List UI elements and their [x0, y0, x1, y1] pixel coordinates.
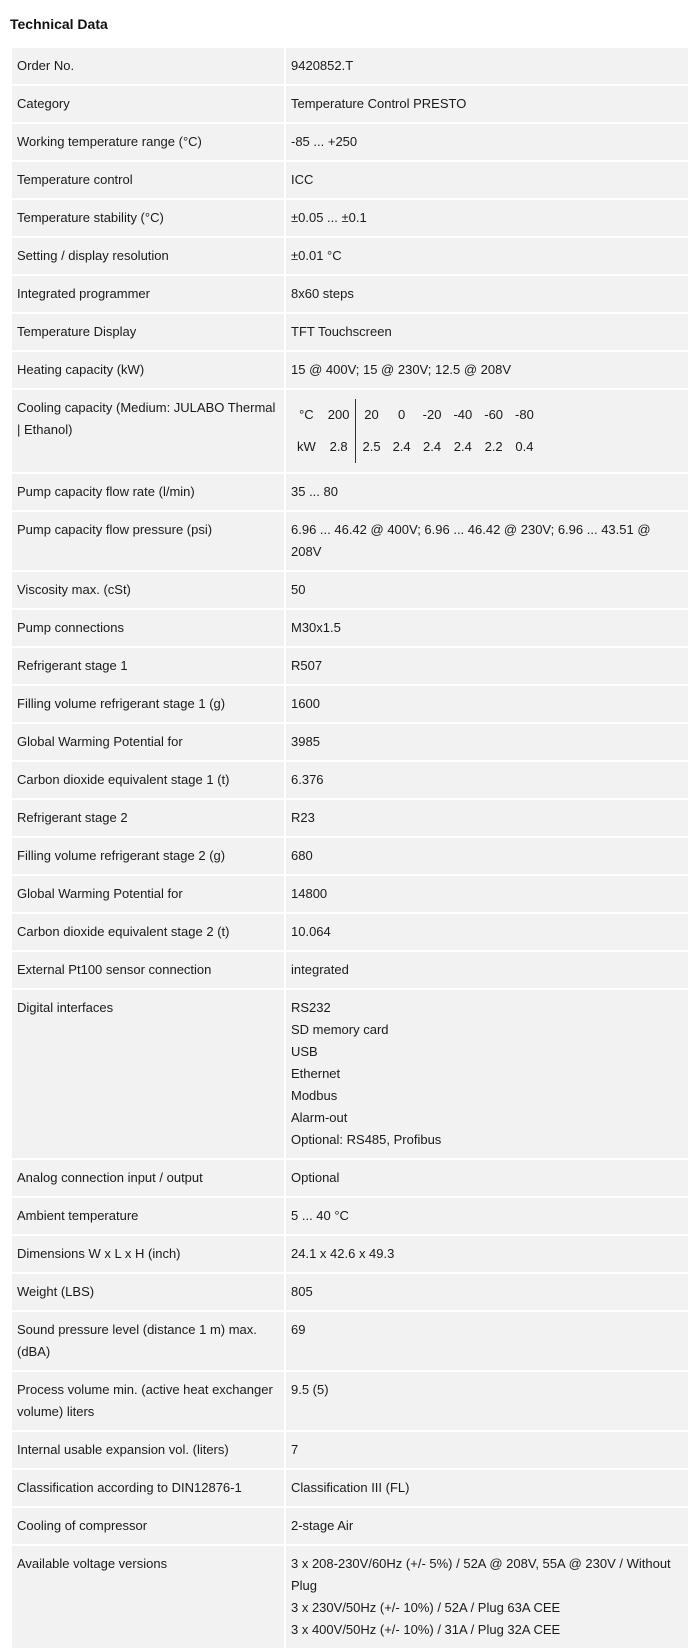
cooling-cell: 20: [356, 399, 387, 431]
table-row: [11, 1507, 689, 1545]
spec-label: Category: [11, 85, 285, 123]
table-row: [11, 47, 689, 85]
spec-value: 69: [285, 1311, 689, 1371]
voltage-item: 3 x 400V/50Hz (+/- 10%) / 31A / Plug 32A CEE: [291, 1622, 561, 1637]
table-row: [11, 473, 689, 511]
spec-label: Cooling capacity (Medium: JULABO Thermal | Ethanol): [11, 389, 285, 473]
table-row: [11, 951, 689, 989]
spec-label: Ambient temperature: [11, 1197, 285, 1235]
table-row: [11, 723, 689, 761]
spec-value: 2-stage Air: [285, 1507, 689, 1545]
spec-label: Heating capacity (kW): [11, 351, 285, 389]
spec-label: Digital interfaces: [11, 989, 285, 1159]
spec-label: Refrigerant stage 1: [11, 647, 285, 685]
table-row: [11, 1431, 689, 1469]
table-row: [11, 875, 689, 913]
spec-value: 24.1 x 42.6 x 49.3: [285, 1235, 689, 1273]
spec-label: Integrated programmer: [11, 275, 285, 313]
cooling-cell: 2.5: [356, 431, 387, 463]
spec-label: Filling volume refrigerant stage 2 (g): [11, 837, 285, 875]
spec-value: 805: [285, 1273, 689, 1311]
spec-value: TFT Touchscreen: [285, 313, 689, 351]
spec-value: Classification III (FL): [285, 1469, 689, 1507]
voltage-item: 3 x 208-230V/60Hz (+/- 5%) / 52A @ 208V, 55A @ 230V / Without Plug: [291, 1556, 671, 1593]
cooling-cell: °C: [299, 407, 314, 422]
table-row: [11, 161, 689, 199]
spec-value: integrated: [285, 951, 689, 989]
spec-value: 35 ... 80: [285, 473, 689, 511]
spec-value: R23: [285, 799, 689, 837]
table-row: [11, 913, 689, 951]
table-row: [11, 351, 689, 389]
table-row: [11, 237, 689, 275]
spec-value: -85 ... +250: [285, 123, 689, 161]
table-row: [11, 1469, 689, 1507]
spec-value: R507: [285, 647, 689, 685]
spec-value: 1600: [285, 685, 689, 723]
cooling-cell: 0.4: [515, 439, 534, 454]
table-row: [11, 1235, 689, 1273]
spec-label: Weight (LBS): [11, 1273, 285, 1311]
interface-item: RS232: [291, 1000, 331, 1015]
spec-label: Temperature stability (°C): [11, 199, 285, 237]
table-row: [11, 1371, 689, 1431]
table-row: [11, 1273, 689, 1311]
spec-label: Classification according to DIN12876-1: [11, 1469, 285, 1507]
spec-label: Working temperature range (°C): [11, 123, 285, 161]
spec-label: Process volume min. (active heat exchanger volume) liters: [11, 1371, 285, 1431]
table-row: [11, 647, 689, 685]
spec-value: 9.5 (5): [285, 1371, 689, 1431]
spec-value: 50: [285, 571, 689, 609]
interface-item: Ethernet: [291, 1066, 341, 1081]
spec-label: Dimensions W x L x H (inch): [11, 1235, 285, 1273]
spec-value: [285, 989, 689, 1159]
spec-label: External Pt100 sensor connection: [11, 951, 285, 989]
spec-value: 6.96 ... 46.42 @ 400V; 6.96 ... 46.42 @ 230V; 6.96 ... 43.51 @ 208V: [285, 511, 689, 571]
spec-value: ±0.01 °C: [285, 237, 689, 275]
table-row: [11, 313, 689, 351]
spec-label: Carbon dioxide equivalent stage 1 (t): [11, 761, 285, 799]
spec-value: 8x60 steps: [285, 275, 689, 313]
table-row-voltage-versions: [11, 1545, 689, 1649]
spec-label: Pump connections: [11, 609, 285, 647]
table-row: [11, 761, 689, 799]
spec-value: ICC: [285, 161, 689, 199]
cooling-cell: 2.4: [423, 439, 442, 454]
cooling-cell: -40: [453, 407, 473, 422]
spec-label: Sound pressure level (distance 1 m) max. (dBA): [11, 1311, 285, 1371]
cooling-cell: kW: [297, 439, 316, 454]
cooling-cell: 0: [397, 407, 406, 422]
spec-label: Order No.: [11, 47, 285, 85]
spec-value: 7: [285, 1431, 689, 1469]
cooling-cell: -20: [422, 407, 442, 422]
table-row: [11, 1159, 689, 1197]
table-row: [11, 85, 689, 123]
interface-item: SD memory card: [291, 1022, 389, 1037]
spec-label: Setting / display resolution: [11, 237, 285, 275]
cooling-capacity-table: [291, 399, 540, 463]
spec-value: 680: [285, 837, 689, 875]
table-row: [11, 1311, 689, 1371]
table-row: [11, 123, 689, 161]
spec-label: Refrigerant stage 2: [11, 799, 285, 837]
spec-label: Filling volume refrigerant stage 1 (g): [11, 685, 285, 723]
spec-label: Available voltage versions: [11, 1545, 285, 1649]
table-row: [11, 685, 689, 723]
spec-value: ±0.05 ... ±0.1: [285, 199, 689, 237]
spec-label: Global Warming Potential for: [11, 723, 285, 761]
table-row: [11, 275, 689, 313]
spec-value: 3985: [285, 723, 689, 761]
spec-value: Temperature Control PRESTO: [285, 85, 689, 123]
table-row: [11, 609, 689, 647]
table-row: [11, 837, 689, 875]
spec-value: 5 ... 40 °C: [285, 1197, 689, 1235]
spec-label: Carbon dioxide equivalent stage 2 (t): [11, 913, 285, 951]
spec-value: Optional: [285, 1159, 689, 1197]
table-row: [11, 199, 689, 237]
spec-value: 14800: [285, 875, 689, 913]
spec-label: Cooling of compressor: [11, 1507, 285, 1545]
interface-item: USB: [291, 1044, 318, 1059]
spec-table: [10, 46, 690, 1650]
spec-value: 10.064: [285, 913, 689, 951]
spec-label: Temperature Display: [11, 313, 285, 351]
cooling-kw-row: [291, 431, 540, 463]
cooling-temp-row: [291, 399, 540, 431]
table-row: [11, 799, 689, 837]
spec-value: [285, 1545, 689, 1649]
cooling-cell: 2.4: [392, 439, 411, 454]
voltage-item: 3 x 230V/50Hz (+/- 10%) / 52A / Plug 63A CEE: [291, 1600, 561, 1615]
cooling-cell: 200: [327, 407, 350, 422]
table-row: [11, 1197, 689, 1235]
spec-label: Global Warming Potential for: [11, 875, 285, 913]
section-title: Technical Data: [10, 16, 108, 32]
spec-label: Viscosity max. (cSt): [11, 571, 285, 609]
table-row-cooling-capacity: [11, 389, 689, 473]
cooling-cell: 2.2: [484, 439, 503, 454]
spec-value: 9420852.T: [285, 47, 689, 85]
spec-label: Temperature control: [11, 161, 285, 199]
spec-value: [285, 389, 689, 473]
table-row: [11, 571, 689, 609]
spec-label: Analog connection input / output: [11, 1159, 285, 1197]
cooling-cell: -60: [484, 407, 504, 422]
interface-item: Modbus: [291, 1088, 338, 1103]
interface-item: Alarm-out: [291, 1110, 348, 1125]
cooling-cell: 2.4: [453, 439, 472, 454]
spec-value: M30x1.5: [285, 609, 689, 647]
table-row: [11, 511, 689, 571]
table-row-digital-interfaces: [11, 989, 689, 1159]
spec-value: 15 @ 400V; 15 @ 230V; 12.5 @ 208V: [285, 351, 689, 389]
cooling-cell: -80: [515, 407, 534, 422]
spec-label: Pump capacity flow pressure (psi): [11, 511, 285, 571]
interface-item: Optional: RS485, Profibus: [291, 1132, 442, 1147]
spec-label: Internal usable expansion vol. (liters): [11, 1431, 285, 1469]
spec-value: 6.376: [285, 761, 689, 799]
spec-label: Pump capacity flow rate (l/min): [11, 473, 285, 511]
cooling-cell: 2.8: [329, 439, 348, 454]
